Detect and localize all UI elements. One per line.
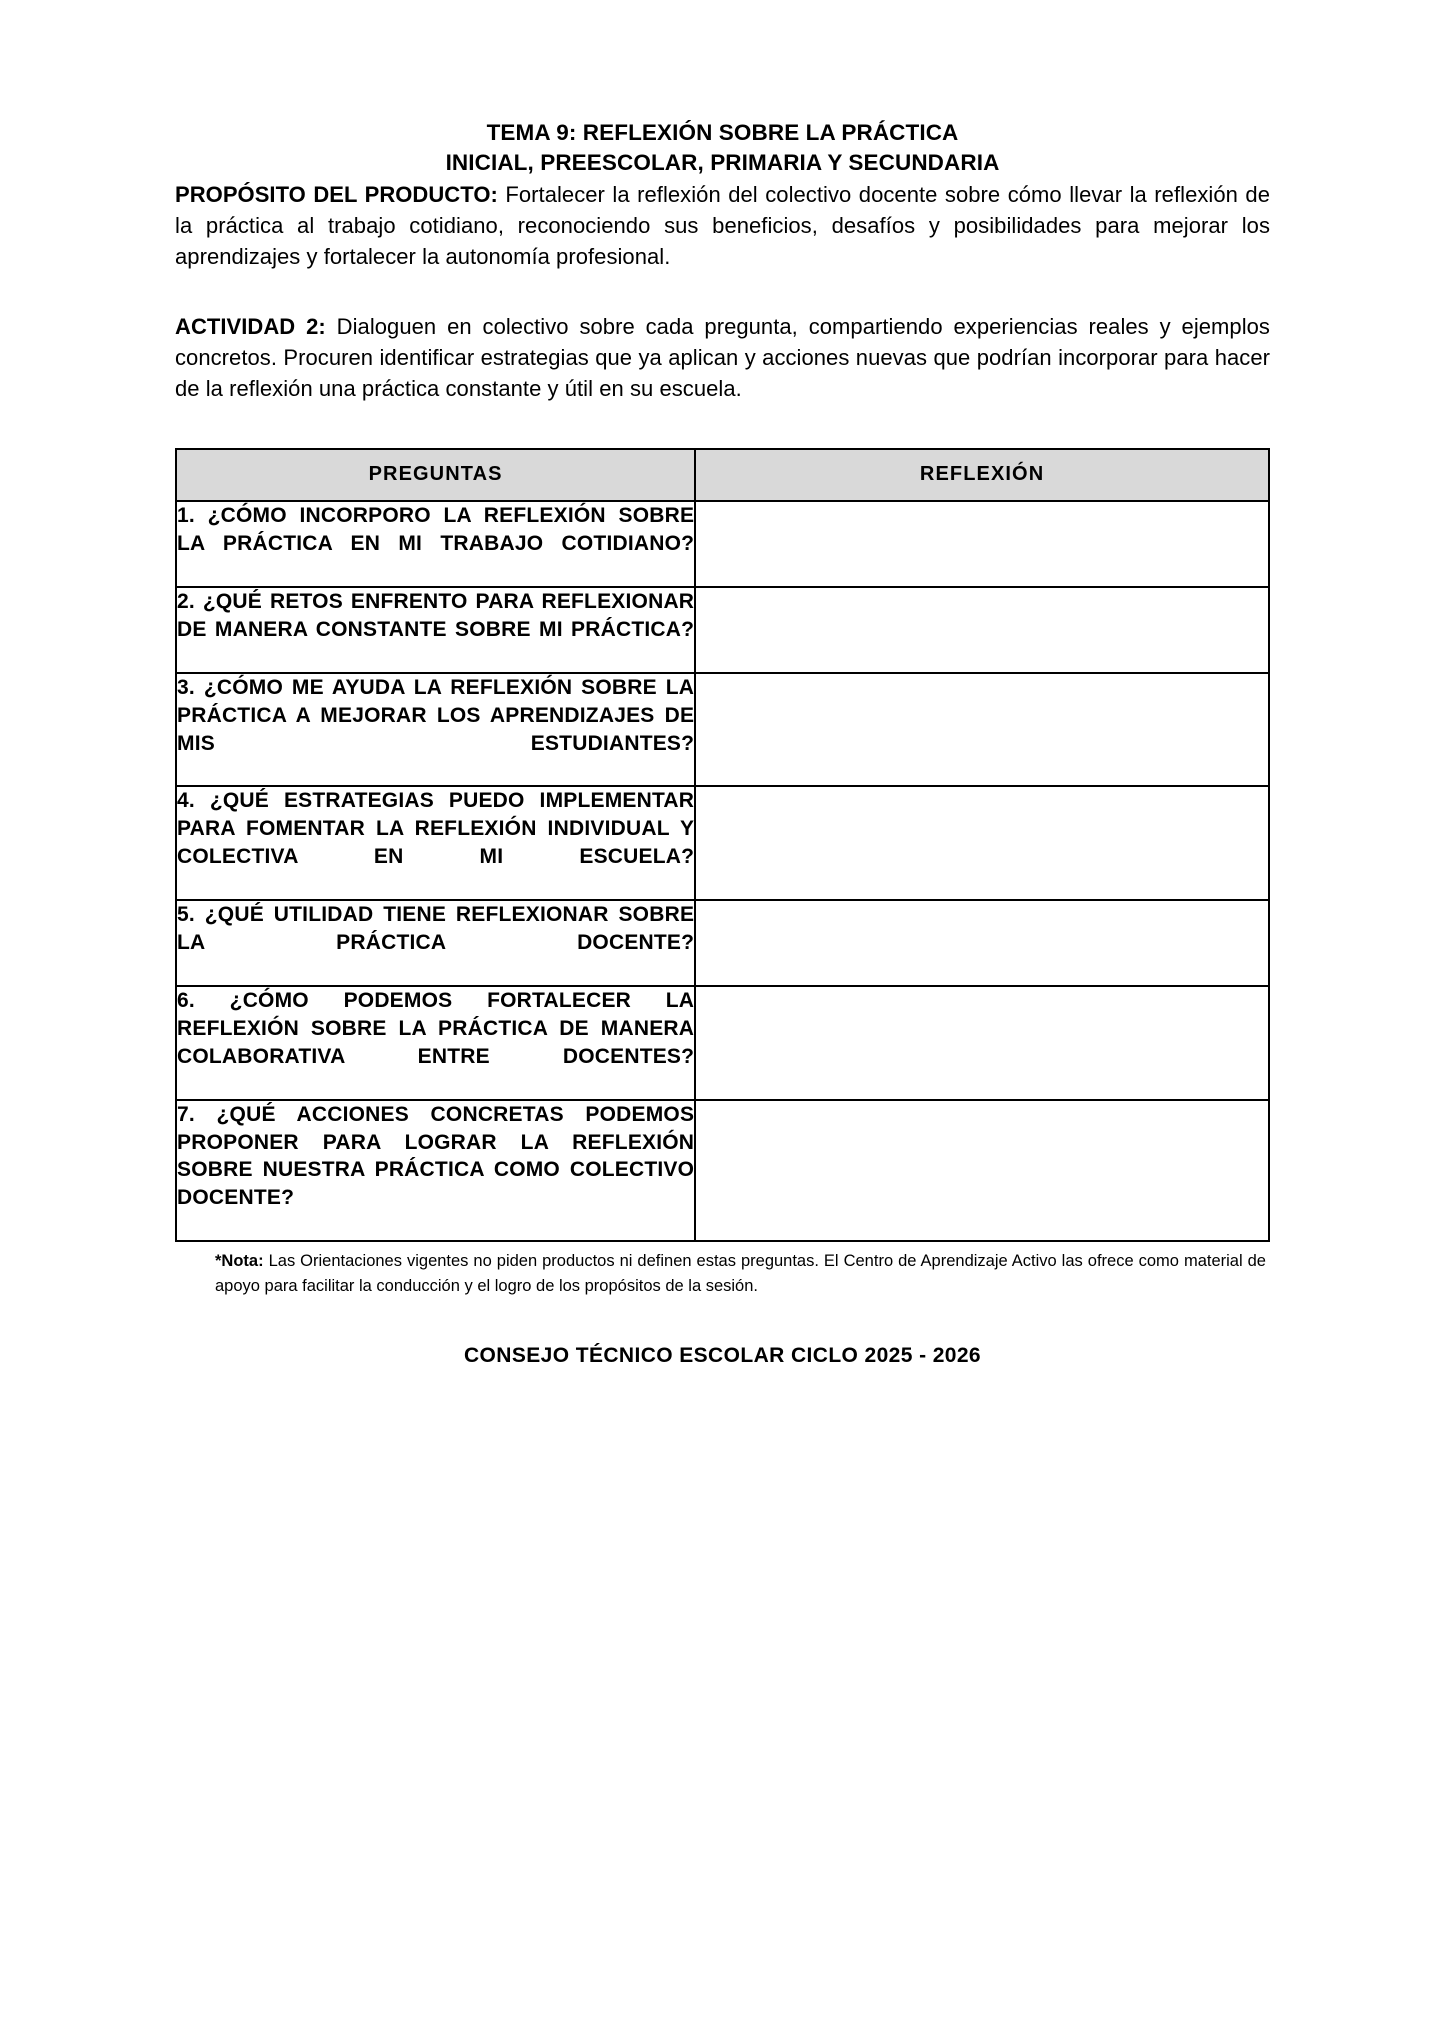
- column-header-reflexion: REFLEXIÓN: [695, 449, 1269, 501]
- question-cell-1: 1. ¿CÓMO INCORPORO LA REFLEXIÓN SOBRE LA PRÁCTICA EN MI TRABAJO COTIDIANO?: [176, 501, 695, 587]
- document-title-line-2: INICIAL, PREESCOLAR, PRIMARIA Y SECUNDARIA: [445, 149, 1000, 175]
- table-row: [176, 501, 1269, 587]
- questions-table-head: [176, 449, 1269, 501]
- question-cell-4: 4. ¿QUÉ ESTRATEGIAS PUEDO IMPLEMENTAR PARA FOMENTAR LA REFLEXIÓN INDIVIDUAL Y COLECTIVA EN MI ESCUELA?: [176, 786, 695, 900]
- reflection-cell-2[interactable]: [695, 587, 1269, 673]
- column-header-preguntas: PREGUNTAS: [176, 449, 695, 501]
- reflection-cell-4[interactable]: [695, 786, 1269, 900]
- question-cell-6: 6. ¿CÓMO PODEMOS FORTALECER LA REFLEXIÓN SOBRE LA PRÁCTICA DE MANERA COLABORATIVA ENTRE DOCENTES?: [176, 986, 695, 1100]
- footnote-text: Las Orientaciones vigentes no piden productos ni definen estas preguntas. El Centro de Aprendizaje Activo las ofrece como material de apoyo para facilitar la conducción y el logro de los propósitos de la sesión.: [215, 1252, 1266, 1295]
- questions-table: [175, 448, 1270, 1242]
- activity-text: Dialoguen en colectivo sobre cada pregunta, compartiendo experiencias reales y ejemplos concretos. Procuren identificar estrategias que ya aplican y acciones nuevas que podrían incorporar para hacer de la reflexión una práctica constante y útil en su escuela.: [175, 313, 1270, 402]
- table-row: [176, 786, 1269, 900]
- document-title-line-1: TEMA 9: REFLEXIÓN SOBRE LA PRÁCTICA: [486, 120, 959, 145]
- purpose-label: PROPÓSITO DEL PRODUCTO:: [175, 181, 498, 207]
- activity-paragraph: [175, 311, 1270, 405]
- purpose-paragraph: [175, 179, 1270, 273]
- reflection-cell-6[interactable]: [695, 986, 1269, 1100]
- activity-label: ACTIVIDAD 2:: [175, 313, 326, 339]
- table-header-row: [176, 449, 1269, 501]
- question-cell-5: 5. ¿QUÉ UTILIDAD TIENE REFLEXIONAR SOBRE LA PRÁCTICA DOCENTE?: [176, 900, 695, 986]
- table-row: [176, 900, 1269, 986]
- question-cell-7: 7. ¿QUÉ ACCIONES CONCRETAS PODEMOS PROPONER PARA LOGRAR LA REFLEXIÓN SOBRE NUESTRA PRÁCTICA COMO COLECTIVO DOCENTE?: [176, 1100, 695, 1242]
- reflection-cell-1[interactable]: [695, 501, 1269, 587]
- document-title: [175, 118, 1270, 178]
- table-row: [176, 587, 1269, 673]
- footnote-label: *Nota:: [215, 1252, 264, 1271]
- table-row: [176, 1100, 1269, 1242]
- table-row: [176, 673, 1269, 787]
- question-cell-3: 3. ¿CÓMO ME AYUDA LA REFLEXIÓN SOBRE LA PRÁCTICA A MEJORAR LOS APRENDIZAJES DE MIS ESTUDIANTES?: [176, 673, 695, 787]
- reflection-cell-5[interactable]: [695, 900, 1269, 986]
- page-footer: CONSEJO TÉCNICO ESCOLAR CICLO 2025 - 2026: [463, 1344, 982, 1368]
- questions-table-body: [176, 501, 1269, 1241]
- purpose-text: Fortalecer la reflexión del colectivo docente sobre cómo llevar la reflexión de la práctica al trabajo cotidiano, reconociendo sus beneficios, desafíos y posibilidades para mejorar los aprendizajes y fortalecer la autonomía profesional.: [175, 181, 1270, 270]
- footnote: [215, 1249, 1270, 1298]
- reflection-cell-3[interactable]: [695, 673, 1269, 787]
- reflection-cell-7[interactable]: [695, 1100, 1269, 1242]
- table-row: [176, 986, 1269, 1100]
- question-cell-2: 2. ¿QUÉ RETOS ENFRENTO PARA REFLEXIONAR DE MANERA CONSTANTE SOBRE MI PRÁCTICA?: [176, 587, 695, 673]
